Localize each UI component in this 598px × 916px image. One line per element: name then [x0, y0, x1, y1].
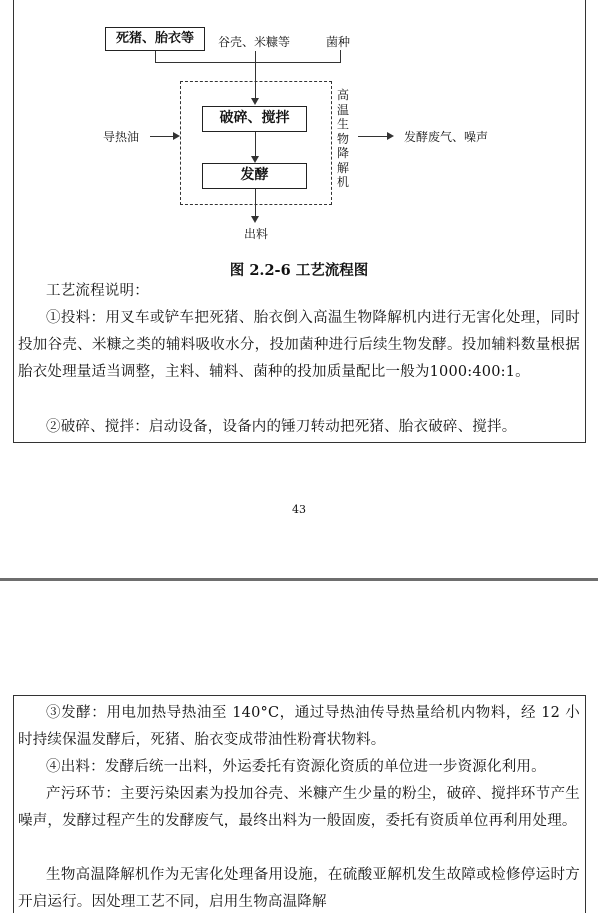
process-box-ferment: 发酵: [202, 163, 307, 189]
input-label-oil: 导热油: [103, 130, 140, 144]
arrow-icon: [173, 132, 180, 140]
connector: [358, 136, 388, 137]
paragraph-feeding: ①投料：用叉车或铲车把死猪、胎衣倒入高温生物降解机内进行无害化处理，同时投加谷壳、米糠之类的辅料吸收水分，投加菌种进行后续生物发酵。投加辅料数量根据胎衣处理量适当调整，主料、辅料、菌种的投加质量配比一般为1000:400:1。: [18, 310, 580, 380]
output-label: 出料: [244, 227, 269, 241]
table-bottom-border: [13, 442, 586, 443]
input-label-grain: 谷壳、米糠等: [218, 35, 291, 49]
arrow-icon: [251, 216, 259, 223]
page-number: 43: [292, 503, 306, 516]
paragraph-crushing: ②破碎、搅拌：启动设备，设备内的锤刀转动把死猪、胎衣破碎、搅拌。: [46, 419, 517, 435]
connector: [150, 136, 174, 137]
figure-caption: 图 2.2-6 工艺流程图: [229, 262, 369, 279]
table-left-border: [13, 695, 14, 913]
paragraph-pollution: 产污环节：主要污染因素为投加谷壳、米糠产生少量的粉尘，破碎、搅拌环节产生噪声，发酵过程产生的发酵废气，最终出料为一般固废，委托有资质单位再利用处理。: [18, 786, 580, 829]
section-heading: 工艺流程说明：: [46, 283, 149, 299]
process-box-crush: 破碎、搅拌: [202, 106, 307, 132]
table-right-border: [585, 695, 586, 913]
output-label-exhaust: 发酵废气、噪声: [404, 130, 489, 144]
paragraph-fermentation: ③发酵：用电加热导热油至 140°C，通过导热油传导热量给机内物料，经 12 小时持续保温发酵后，死猪、胎衣变成带油性粉膏状物料。: [18, 705, 580, 748]
paragraph-output: ④出料：发酵后统一出料，外运委托有资源化资质的单位进一步资源化利用。: [46, 759, 546, 775]
table-right-border: [585, 0, 586, 442]
arrow-icon: [387, 132, 394, 140]
table-top-border: [13, 695, 586, 696]
page-separator: [0, 578, 598, 581]
table-left-border: [13, 0, 14, 442]
connector: [255, 189, 256, 217]
paragraph-backup: 生物高温降解机作为无害化处理备用设施，在硫酸亚解机发生故障或检修停运时方开启运行。因处理工艺不同，启用生物高温降解: [18, 867, 580, 910]
machine-label: 高温生物降解机: [337, 88, 350, 189]
input-label-bacteria: 菌种: [326, 35, 351, 49]
input-box-dead-pigs: 死猪、胎衣等: [105, 27, 205, 51]
connector: [255, 132, 256, 157]
page-bottom: [0, 695, 598, 913]
arrow-icon: [251, 156, 259, 163]
connector: [155, 62, 341, 63]
